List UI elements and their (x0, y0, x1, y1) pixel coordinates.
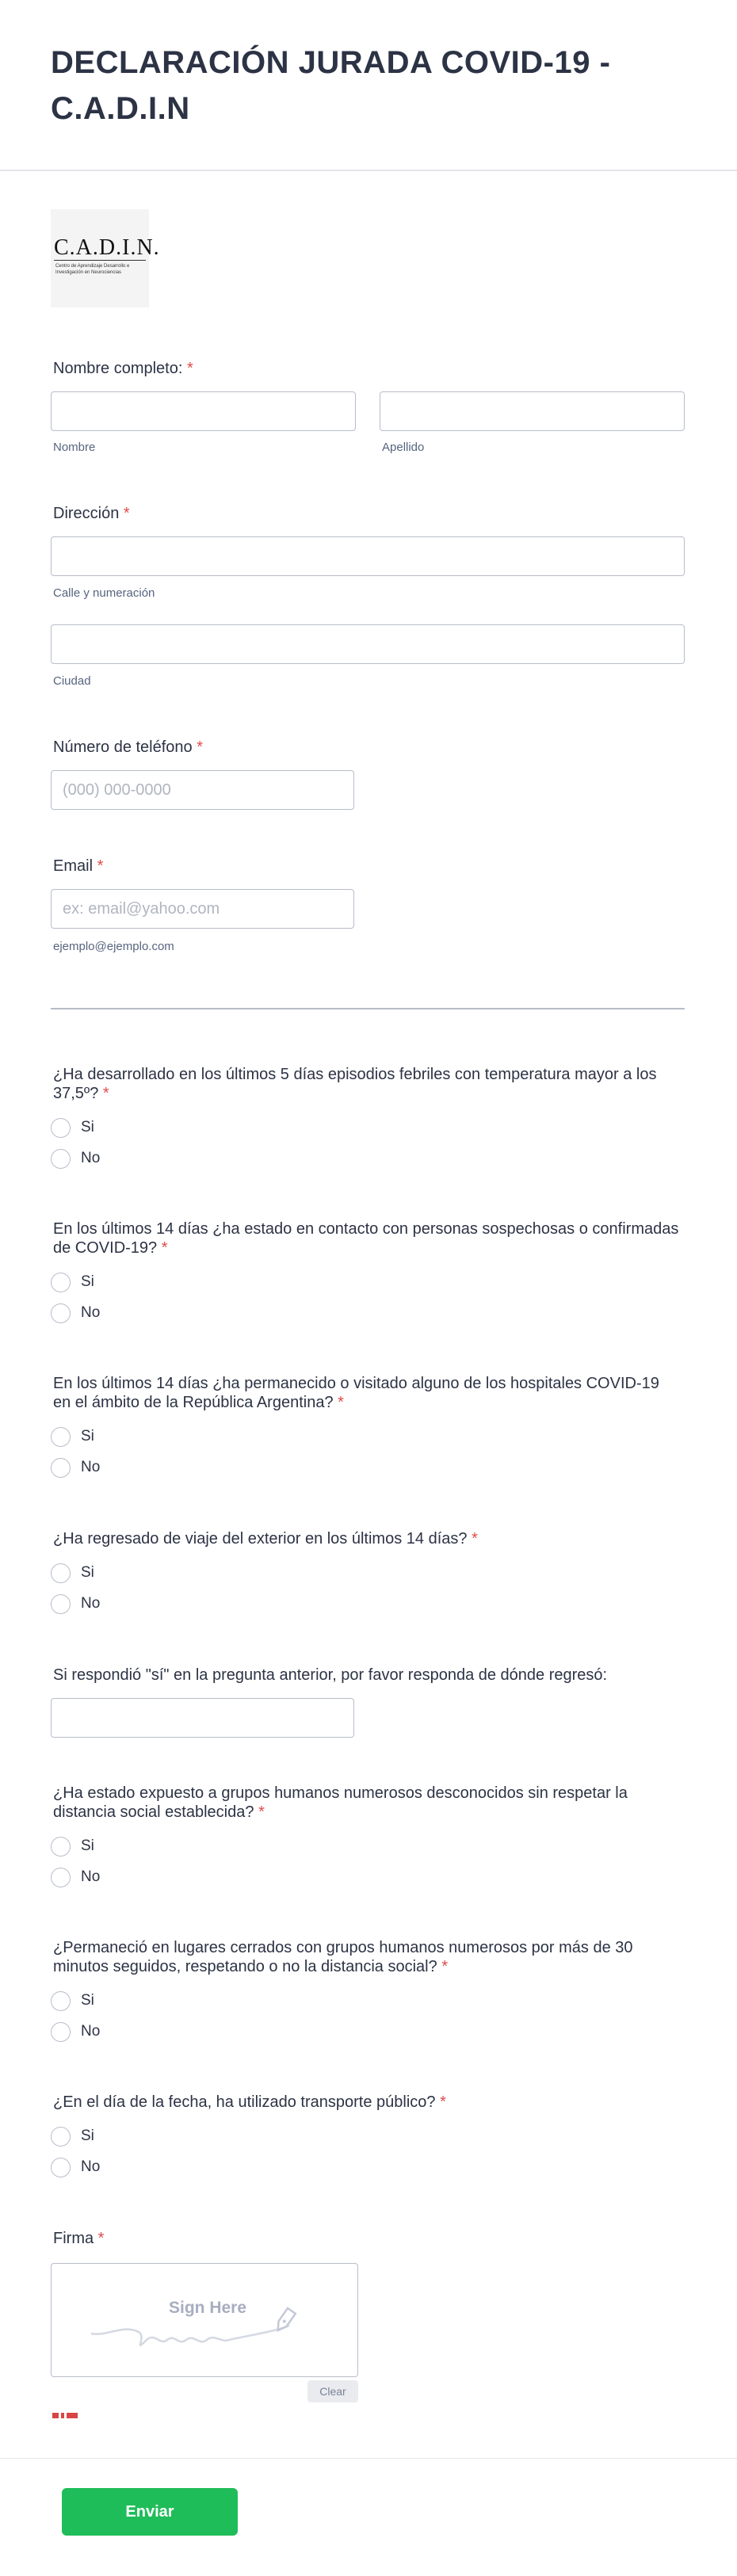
submit-button[interactable]: Enviar (62, 2488, 238, 2536)
radio-circle[interactable] (51, 1868, 71, 1887)
required-marker: * (441, 1958, 449, 1975)
radio-circle[interactable] (51, 1837, 71, 1857)
radio-travel-si[interactable]: Si (51, 1563, 94, 1583)
signature-label: Firma * (53, 2230, 105, 2247)
city-input[interactable] (51, 624, 685, 664)
address-label: Dirección * (53, 505, 130, 522)
required-marker: * (258, 1803, 265, 1821)
signature-placeholder: Sign Here (169, 2299, 247, 2317)
radio-circle[interactable] (51, 1458, 71, 1478)
required-marker: * (186, 360, 193, 377)
question-return-origin: Si respondió "sí" en la pregunta anterior, por favor responda de dónde regresó: (53, 1666, 608, 1684)
clear-signature-button[interactable]: Clear (307, 2380, 358, 2402)
radio-circle[interactable] (51, 1149, 71, 1169)
radio-circle[interactable] (51, 1563, 71, 1583)
radio-contact-no[interactable]: No (51, 1303, 100, 1323)
radio-circle[interactable] (51, 2158, 71, 2177)
signature-squiggle-icon (52, 2264, 359, 2378)
radio-crowd-no[interactable]: No (51, 1867, 100, 1887)
first-name-sublabel: Nombre (53, 441, 96, 454)
last-name-input[interactable] (380, 391, 685, 431)
question-hospital: En los últimos 14 días ¿ha permanecido o visitado alguno de los hospitales COVID-19 en el ámbito de la República Argentina? * (53, 1375, 659, 1411)
radio-transport-no[interactable]: No (51, 2157, 100, 2177)
email-sublabel: ejemplo@ejemplo.com (53, 940, 174, 953)
radio-circle[interactable] (51, 2022, 71, 2042)
form-header (0, 0, 737, 171)
question-contact: En los últimos 14 días ¿ha estado en contacto con personas sospechosas o confirmadas de COVID-19? * (53, 1220, 679, 1257)
radio-travel-no[interactable]: No (51, 1593, 100, 1614)
name-label: Nombre completo: * (53, 360, 193, 377)
required-marker: * (440, 2093, 446, 2111)
radio-closed-si[interactable]: Si (51, 1990, 94, 2011)
radio-circle[interactable] (51, 1594, 71, 1614)
required-marker: * (97, 2230, 105, 2247)
pen-icon (274, 2308, 296, 2333)
question-travel: ¿Ha regresado de viaje del exterior en los últimos 14 días? * (53, 1530, 478, 1548)
email-label: Email * (53, 857, 104, 875)
required-marker: * (102, 1085, 109, 1102)
required-marker: * (123, 505, 130, 522)
radio-transport-si[interactable]: Si (51, 2126, 94, 2147)
radio-crowd-si[interactable]: Si (51, 1836, 94, 1857)
cadin-logo (51, 209, 160, 307)
first-name-input[interactable] (51, 391, 356, 431)
logo-sub-text: Centro de Aprendizaje Desarrollo e Investigación en Neurociencias (55, 264, 130, 275)
radio-circle[interactable] (51, 1118, 71, 1138)
radio-hospital-si[interactable]: Si (51, 1426, 94, 1447)
phone-input[interactable]: (000) 000-0000 (51, 770, 354, 810)
radio-circle[interactable] (51, 1427, 71, 1447)
signature-pad[interactable] (51, 2263, 358, 2377)
radio-fever-si[interactable]: Si (51, 1117, 94, 1138)
radio-circle[interactable] (51, 2127, 71, 2147)
last-name-sublabel: Apellido (382, 441, 425, 454)
radio-circle[interactable] (51, 1991, 71, 2011)
phone-label: Número de teléfono * (53, 738, 204, 756)
question-fever: ¿Ha desarrollado en los últimos 5 días episodios febriles con temperatura mayor a los 37,5º? * (53, 1066, 657, 1102)
radio-closed-no[interactable]: No (51, 2021, 100, 2042)
city-sublabel: Ciudad (53, 674, 91, 688)
radio-circle[interactable] (51, 1273, 71, 1292)
return-origin-input[interactable] (51, 1698, 354, 1738)
jotform-badge-icon (52, 2413, 78, 2418)
radio-fever-no[interactable]: No (51, 1148, 100, 1169)
required-marker: * (197, 738, 204, 756)
street-sublabel: Calle y numeración (53, 586, 155, 600)
required-marker: * (338, 1394, 344, 1411)
required-marker: * (472, 1530, 478, 1548)
required-marker: * (97, 857, 104, 875)
question-closed-places: ¿Permaneció en lugares cerrados con grupos humanos numerosos por más de 30 minutos seguidos, respetando o no la distancia social? * (53, 1939, 633, 1975)
question-crowd-exposure: ¿Ha estado expuesto a grupos humanos numerosos desconocidos sin respetar la distancia social establecida? * (53, 1784, 628, 1821)
radio-contact-si[interactable]: Si (51, 1272, 94, 1292)
radio-hospital-no[interactable]: No (51, 1457, 100, 1478)
form-title: DECLARACIÓN JURADA COVID-19 - C.A.D.I.N (51, 45, 611, 126)
footer-divider (0, 2458, 737, 2459)
question-public-transport: ¿En el día de la fecha, ha utilizado transporte público? * (53, 2093, 446, 2111)
required-marker: * (161, 1239, 168, 1257)
radio-circle[interactable] (51, 1303, 71, 1323)
logo-main-text: C.A.D.I.N. (54, 235, 160, 260)
section-divider (51, 1008, 685, 1009)
street-input[interactable] (51, 536, 685, 576)
email-input[interactable]: ex: email@yahoo.com (51, 889, 354, 929)
